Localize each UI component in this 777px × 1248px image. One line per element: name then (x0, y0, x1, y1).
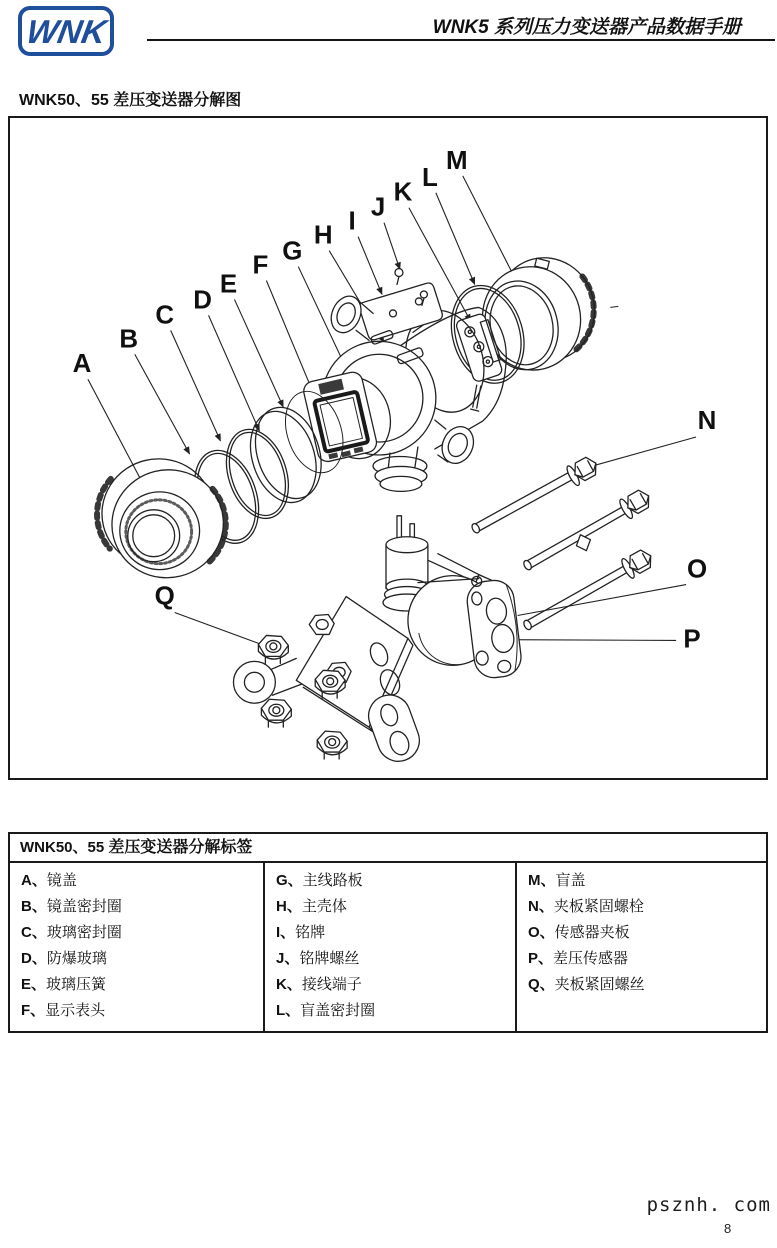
document-title: WNK5 系列压力变送器产品数据手册 (432, 17, 741, 38)
diagram-label-m: M (445, 146, 468, 175)
legend-item: A、镜盖 (21, 872, 77, 889)
diagram-label-g: G (282, 237, 303, 266)
diagram-label-k: K (393, 178, 413, 207)
stray-mark (610, 306, 618, 307)
exploded-view-figure (8, 116, 768, 780)
header-rule (147, 39, 775, 41)
part-sensor-clamp-plate (464, 572, 523, 680)
exploded-diagram (10, 118, 766, 778)
legend-column-2 (265, 863, 517, 1031)
figure-title-cjk: 差压变送器分解图 (113, 92, 242, 109)
legend-item: P、差压传感器 (528, 950, 629, 967)
legend-item: O、传感器夹板 (528, 924, 630, 941)
legend-item: E、玻璃压簧 (21, 976, 107, 993)
legend-item: N、夹板紧固螺栓 (528, 898, 644, 915)
page-number: 8 (724, 1221, 732, 1236)
diagram-label-i: I (348, 207, 356, 236)
legend-item: M、盲盖 (528, 872, 586, 889)
legend-item: Q、夹板紧固螺丝 (528, 976, 645, 993)
legend-item: H、主壳体 (276, 898, 347, 915)
part-lens-cover (91, 447, 235, 589)
diagram-label-o: O (686, 555, 708, 584)
legend-item: L、盲盖密封圈 (276, 1002, 376, 1019)
diagram-label-n: N (697, 407, 717, 436)
wnk-logo (18, 6, 114, 56)
legend-column-3 (517, 863, 766, 1031)
diagram-label-q: Q (154, 582, 175, 611)
legend-title-cjk: 差压变送器分解标签 (108, 839, 253, 856)
legend-item: G、主线路板 (276, 872, 363, 889)
parts-legend-title (10, 834, 766, 863)
watermark-text: psznh. com (646, 1194, 771, 1216)
figure-section-title (19, 87, 241, 110)
wnk-logo-text: WNK (23, 12, 109, 50)
figure-title-prefix: WNK50、55 (19, 92, 114, 109)
diagram-label-b: B (119, 325, 139, 354)
parts-legend-body (10, 863, 766, 1031)
legend-item: I、铭牌 (276, 924, 326, 941)
legend-item: C、玻璃密封圈 (21, 924, 122, 941)
legend-item: J、铭牌螺丝 (276, 950, 360, 967)
diagram-label-e: E (219, 270, 238, 299)
legend-item: B、镜盖密封圈 (21, 898, 122, 915)
diagram-label-h: H (313, 221, 333, 250)
diagram-label-a: A (72, 350, 92, 379)
legend-item: F、显示表头 (21, 1002, 106, 1019)
diagram-label-f: F (252, 251, 269, 280)
diagram-label-j: J (370, 193, 386, 222)
diagram-label-c: C (155, 301, 175, 330)
legend-item: K、接线端子 (276, 976, 362, 993)
legend-title-prefix: WNK50、55 (20, 839, 109, 856)
diagram-label-p: P (683, 625, 701, 654)
parts-legend-table (8, 832, 768, 1033)
legend-item: D、防爆玻璃 (21, 950, 107, 967)
legend-column-1 (10, 863, 265, 1031)
diagram-label-d: D (193, 286, 212, 315)
diagram-label-l: L (421, 163, 438, 192)
